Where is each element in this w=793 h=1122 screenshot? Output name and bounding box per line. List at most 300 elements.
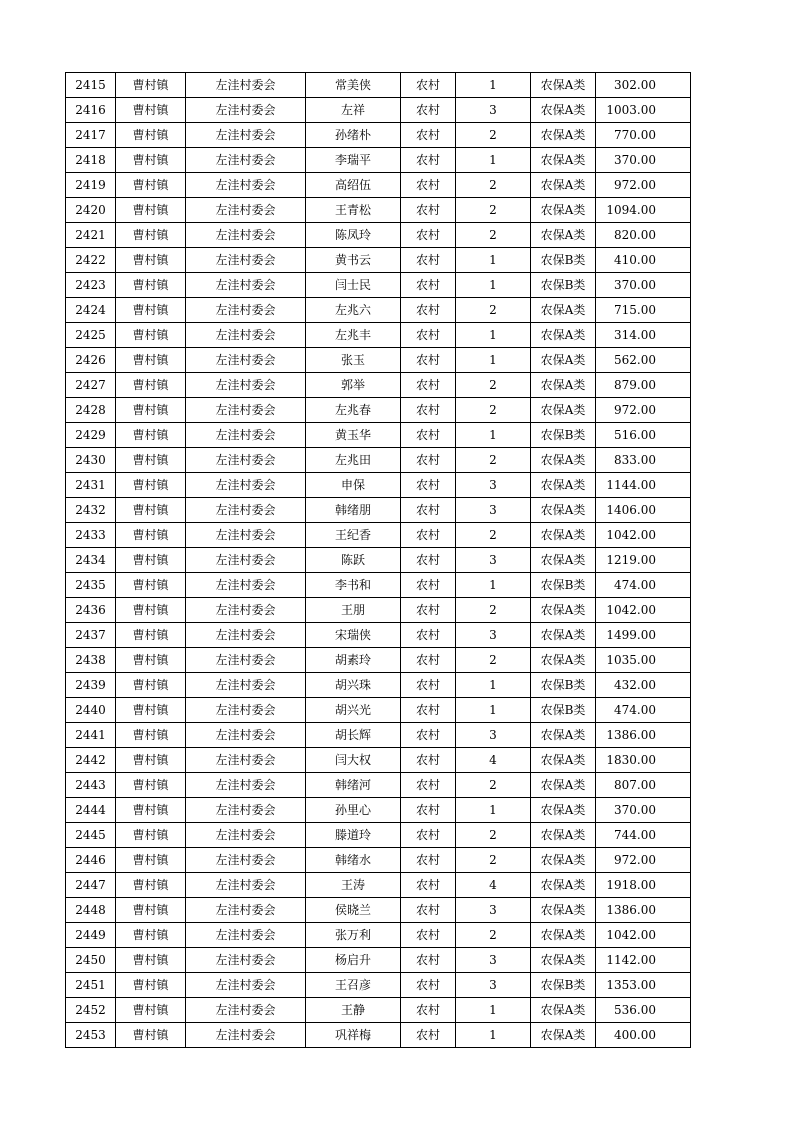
table-row xyxy=(66,698,691,723)
cell-person-count: 1 xyxy=(456,323,531,348)
cell-amount: 410.00 xyxy=(596,248,691,273)
cell-person-count: 2 xyxy=(456,923,531,948)
table-row xyxy=(66,798,691,823)
cell-amount: 1003.00 xyxy=(596,98,691,123)
cell-town: 曹村镇 xyxy=(116,373,186,398)
cell-town: 曹村镇 xyxy=(116,848,186,873)
cell-town: 曹村镇 xyxy=(116,923,186,948)
cell-village-committee: 左洼村委会 xyxy=(186,373,306,398)
cell-person-count: 2 xyxy=(456,648,531,673)
cell-village-committee: 左洼村委会 xyxy=(186,548,306,573)
cell-town: 曹村镇 xyxy=(116,598,186,623)
cell-household-type: 农村 xyxy=(401,448,456,473)
cell-row-id: 2439 xyxy=(66,673,116,698)
table-row xyxy=(66,223,691,248)
cell-person-name: 王涛 xyxy=(306,873,401,898)
table-row xyxy=(66,573,691,598)
cell-person-name: 陈跃 xyxy=(306,548,401,573)
cell-town: 曹村镇 xyxy=(116,898,186,923)
cell-row-id: 2438 xyxy=(66,648,116,673)
cell-row-id: 2427 xyxy=(66,373,116,398)
cell-row-id: 2448 xyxy=(66,898,116,923)
cell-amount: 1406.00 xyxy=(596,498,691,523)
cell-town: 曹村镇 xyxy=(116,1023,186,1048)
cell-household-type: 农村 xyxy=(401,523,456,548)
cell-row-id: 2440 xyxy=(66,698,116,723)
table-row xyxy=(66,723,691,748)
cell-row-id: 2452 xyxy=(66,998,116,1023)
cell-row-id: 2444 xyxy=(66,798,116,823)
cell-amount: 516.00 xyxy=(596,423,691,448)
cell-household-type: 农村 xyxy=(401,148,456,173)
table-row xyxy=(66,73,691,98)
cell-town: 曹村镇 xyxy=(116,298,186,323)
cell-village-committee: 左洼村委会 xyxy=(186,73,306,98)
cell-village-committee: 左洼村委会 xyxy=(186,798,306,823)
cell-row-id: 2432 xyxy=(66,498,116,523)
cell-person-count: 3 xyxy=(456,498,531,523)
cell-amount: 1094.00 xyxy=(596,198,691,223)
cell-town: 曹村镇 xyxy=(116,823,186,848)
cell-insurance-type: 农保A类 xyxy=(531,498,596,523)
cell-person-count: 2 xyxy=(456,173,531,198)
cell-insurance-type: 农保A类 xyxy=(531,323,596,348)
cell-household-type: 农村 xyxy=(401,948,456,973)
cell-insurance-type: 农保A类 xyxy=(531,373,596,398)
table-row xyxy=(66,298,691,323)
cell-amount: 562.00 xyxy=(596,348,691,373)
cell-person-name: 杨启升 xyxy=(306,948,401,973)
cell-household-type: 农村 xyxy=(401,348,456,373)
cell-person-count: 1 xyxy=(456,1023,531,1048)
cell-person-name: 左兆春 xyxy=(306,398,401,423)
table-row xyxy=(66,923,691,948)
cell-amount: 1042.00 xyxy=(596,923,691,948)
cell-village-committee: 左洼村委会 xyxy=(186,573,306,598)
cell-town: 曹村镇 xyxy=(116,473,186,498)
cell-person-count: 2 xyxy=(456,823,531,848)
cell-insurance-type: 农保A类 xyxy=(531,73,596,98)
cell-amount: 474.00 xyxy=(596,573,691,598)
cell-village-committee: 左洼村委会 xyxy=(186,173,306,198)
cell-person-count: 3 xyxy=(456,973,531,998)
cell-household-type: 农村 xyxy=(401,73,456,98)
cell-amount: 370.00 xyxy=(596,148,691,173)
cell-row-id: 2421 xyxy=(66,223,116,248)
cell-insurance-type: 农保A类 xyxy=(531,398,596,423)
cell-person-count: 4 xyxy=(456,748,531,773)
table-row xyxy=(66,198,691,223)
cell-insurance-type: 农保B类 xyxy=(531,573,596,598)
cell-insurance-type: 农保A类 xyxy=(531,98,596,123)
cell-village-committee: 左洼村委会 xyxy=(186,423,306,448)
cell-row-id: 2431 xyxy=(66,473,116,498)
cell-household-type: 农村 xyxy=(401,848,456,873)
cell-household-type: 农村 xyxy=(401,323,456,348)
table-row xyxy=(66,248,691,273)
cell-insurance-type: 农保A类 xyxy=(531,823,596,848)
cell-insurance-type: 农保A类 xyxy=(531,598,596,623)
cell-village-committee: 左洼村委会 xyxy=(186,448,306,473)
cell-person-name: 左兆田 xyxy=(306,448,401,473)
cell-town: 曹村镇 xyxy=(116,773,186,798)
table-row xyxy=(66,673,691,698)
cell-insurance-type: 农保B类 xyxy=(531,673,596,698)
cell-town: 曹村镇 xyxy=(116,273,186,298)
cell-amount: 879.00 xyxy=(596,373,691,398)
cell-person-count: 1 xyxy=(456,698,531,723)
table-body xyxy=(66,73,691,1048)
cell-household-type: 农村 xyxy=(401,1023,456,1048)
table-row xyxy=(66,398,691,423)
cell-town: 曹村镇 xyxy=(116,398,186,423)
cell-household-type: 农村 xyxy=(401,473,456,498)
cell-person-name: 宋瑞侠 xyxy=(306,623,401,648)
cell-person-count: 2 xyxy=(456,448,531,473)
cell-person-name: 滕道玲 xyxy=(306,823,401,848)
cell-amount: 807.00 xyxy=(596,773,691,798)
cell-village-committee: 左洼村委会 xyxy=(186,623,306,648)
cell-row-id: 2420 xyxy=(66,198,116,223)
cell-person-count: 3 xyxy=(456,948,531,973)
cell-person-name: 黄玉华 xyxy=(306,423,401,448)
cell-person-count: 1 xyxy=(456,248,531,273)
cell-insurance-type: 农保A类 xyxy=(531,998,596,1023)
cell-village-committee: 左洼村委会 xyxy=(186,123,306,148)
cell-household-type: 农村 xyxy=(401,998,456,1023)
cell-person-name: 王召彦 xyxy=(306,973,401,998)
cell-person-count: 3 xyxy=(456,473,531,498)
cell-household-type: 农村 xyxy=(401,248,456,273)
cell-village-committee: 左洼村委会 xyxy=(186,598,306,623)
cell-household-type: 农村 xyxy=(401,873,456,898)
cell-amount: 1219.00 xyxy=(596,548,691,573)
cell-town: 曹村镇 xyxy=(116,798,186,823)
cell-amount: 1386.00 xyxy=(596,723,691,748)
cell-amount: 1353.00 xyxy=(596,973,691,998)
table-row xyxy=(66,898,691,923)
cell-person-count: 2 xyxy=(456,398,531,423)
cell-amount: 1142.00 xyxy=(596,948,691,973)
cell-person-count: 3 xyxy=(456,723,531,748)
cell-insurance-type: 农保A类 xyxy=(531,448,596,473)
cell-insurance-type: 农保B类 xyxy=(531,423,596,448)
cell-amount: 1499.00 xyxy=(596,623,691,648)
cell-person-count: 2 xyxy=(456,373,531,398)
cell-person-name: 韩绪朋 xyxy=(306,498,401,523)
cell-amount: 972.00 xyxy=(596,398,691,423)
cell-household-type: 农村 xyxy=(401,648,456,673)
cell-person-count: 1 xyxy=(456,573,531,598)
cell-person-name: 王朋 xyxy=(306,598,401,623)
cell-town: 曹村镇 xyxy=(116,248,186,273)
cell-person-name: 韩绪河 xyxy=(306,773,401,798)
cell-person-name: 韩绪水 xyxy=(306,848,401,873)
cell-person-name: 闫士民 xyxy=(306,273,401,298)
document-page xyxy=(65,72,691,1048)
cell-town: 曹村镇 xyxy=(116,973,186,998)
cell-household-type: 农村 xyxy=(401,98,456,123)
table-row xyxy=(66,373,691,398)
table-row xyxy=(66,598,691,623)
cell-town: 曹村镇 xyxy=(116,223,186,248)
cell-row-id: 2416 xyxy=(66,98,116,123)
cell-row-id: 2433 xyxy=(66,523,116,548)
cell-person-count: 3 xyxy=(456,898,531,923)
cell-village-committee: 左洼村委会 xyxy=(186,698,306,723)
cell-row-id: 2453 xyxy=(66,1023,116,1048)
cell-person-name: 左兆丰 xyxy=(306,323,401,348)
table-row xyxy=(66,273,691,298)
table-row xyxy=(66,498,691,523)
cell-row-id: 2426 xyxy=(66,348,116,373)
table-row xyxy=(66,998,691,1023)
cell-person-name: 常美侠 xyxy=(306,73,401,98)
cell-household-type: 农村 xyxy=(401,598,456,623)
table-row xyxy=(66,423,691,448)
table-row xyxy=(66,823,691,848)
cell-insurance-type: 农保A类 xyxy=(531,198,596,223)
cell-row-id: 2445 xyxy=(66,823,116,848)
cell-row-id: 2442 xyxy=(66,748,116,773)
cell-person-count: 1 xyxy=(456,423,531,448)
cell-person-name: 高绍伍 xyxy=(306,173,401,198)
cell-row-id: 2419 xyxy=(66,173,116,198)
cell-household-type: 农村 xyxy=(401,748,456,773)
cell-person-count: 2 xyxy=(456,598,531,623)
cell-household-type: 农村 xyxy=(401,623,456,648)
cell-village-committee: 左洼村委会 xyxy=(186,873,306,898)
cell-household-type: 农村 xyxy=(401,773,456,798)
cell-person-name: 李瑞平 xyxy=(306,148,401,173)
cell-person-count: 1 xyxy=(456,998,531,1023)
cell-household-type: 农村 xyxy=(401,223,456,248)
cell-row-id: 2449 xyxy=(66,923,116,948)
cell-person-count: 1 xyxy=(456,348,531,373)
cell-village-committee: 左洼村委会 xyxy=(186,898,306,923)
cell-town: 曹村镇 xyxy=(116,648,186,673)
cell-town: 曹村镇 xyxy=(116,748,186,773)
cell-insurance-type: 农保A类 xyxy=(531,223,596,248)
cell-village-committee: 左洼村委会 xyxy=(186,323,306,348)
cell-person-name: 王纪香 xyxy=(306,523,401,548)
cell-amount: 1042.00 xyxy=(596,598,691,623)
cell-town: 曹村镇 xyxy=(116,723,186,748)
cell-village-committee: 左洼村委会 xyxy=(186,148,306,173)
table-row xyxy=(66,548,691,573)
cell-row-id: 2429 xyxy=(66,423,116,448)
cell-insurance-type: 农保A类 xyxy=(531,548,596,573)
cell-insurance-type: 农保A类 xyxy=(531,473,596,498)
cell-insurance-type: 农保B类 xyxy=(531,973,596,998)
cell-row-id: 2450 xyxy=(66,948,116,973)
cell-village-committee: 左洼村委会 xyxy=(186,223,306,248)
cell-household-type: 农村 xyxy=(401,548,456,573)
table-row xyxy=(66,348,691,373)
cell-person-name: 黄书云 xyxy=(306,248,401,273)
cell-person-count: 2 xyxy=(456,773,531,798)
cell-insurance-type: 农保A类 xyxy=(531,123,596,148)
cell-insurance-type: 农保A类 xyxy=(531,923,596,948)
cell-town: 曹村镇 xyxy=(116,673,186,698)
cell-person-name: 胡长辉 xyxy=(306,723,401,748)
cell-row-id: 2417 xyxy=(66,123,116,148)
cell-town: 曹村镇 xyxy=(116,998,186,1023)
cell-person-name: 左祥 xyxy=(306,98,401,123)
cell-insurance-type: 农保A类 xyxy=(531,798,596,823)
table-row xyxy=(66,148,691,173)
cell-row-id: 2437 xyxy=(66,623,116,648)
cell-town: 曹村镇 xyxy=(116,873,186,898)
cell-amount: 770.00 xyxy=(596,123,691,148)
cell-village-committee: 左洼村委会 xyxy=(186,298,306,323)
cell-person-count: 2 xyxy=(456,223,531,248)
table-row xyxy=(66,873,691,898)
cell-insurance-type: 农保A类 xyxy=(531,948,596,973)
cell-person-name: 申保 xyxy=(306,473,401,498)
cell-person-name: 郭举 xyxy=(306,373,401,398)
cell-person-count: 1 xyxy=(456,798,531,823)
cell-row-id: 2446 xyxy=(66,848,116,873)
cell-person-name: 王青松 xyxy=(306,198,401,223)
cell-amount: 1918.00 xyxy=(596,873,691,898)
cell-village-committee: 左洼村委会 xyxy=(186,398,306,423)
cell-person-count: 2 xyxy=(456,198,531,223)
cell-person-count: 1 xyxy=(456,273,531,298)
table-row xyxy=(66,448,691,473)
cell-village-committee: 左洼村委会 xyxy=(186,823,306,848)
cell-row-id: 2423 xyxy=(66,273,116,298)
table-row xyxy=(66,1023,691,1048)
cell-insurance-type: 农保B类 xyxy=(531,698,596,723)
cell-village-committee: 左洼村委会 xyxy=(186,348,306,373)
cell-town: 曹村镇 xyxy=(116,548,186,573)
cell-insurance-type: 农保A类 xyxy=(531,873,596,898)
cell-insurance-type: 农保A类 xyxy=(531,298,596,323)
cell-town: 曹村镇 xyxy=(116,198,186,223)
cell-person-count: 3 xyxy=(456,548,531,573)
cell-village-committee: 左洼村委会 xyxy=(186,948,306,973)
cell-village-committee: 左洼村委会 xyxy=(186,498,306,523)
cell-person-name: 张玉 xyxy=(306,348,401,373)
cell-amount: 744.00 xyxy=(596,823,691,848)
cell-town: 曹村镇 xyxy=(116,123,186,148)
cell-row-id: 2436 xyxy=(66,598,116,623)
benefits-table xyxy=(65,72,691,1048)
cell-row-id: 2443 xyxy=(66,773,116,798)
table-row xyxy=(66,973,691,998)
cell-amount: 715.00 xyxy=(596,298,691,323)
cell-town: 曹村镇 xyxy=(116,148,186,173)
cell-person-name: 李书和 xyxy=(306,573,401,598)
cell-town: 曹村镇 xyxy=(116,173,186,198)
cell-town: 曹村镇 xyxy=(116,573,186,598)
cell-person-count: 1 xyxy=(456,673,531,698)
cell-insurance-type: 农保A类 xyxy=(531,1023,596,1048)
cell-amount: 1144.00 xyxy=(596,473,691,498)
cell-person-count: 1 xyxy=(456,73,531,98)
cell-amount: 314.00 xyxy=(596,323,691,348)
cell-village-committee: 左洼村委会 xyxy=(186,273,306,298)
cell-amount: 1035.00 xyxy=(596,648,691,673)
cell-insurance-type: 农保A类 xyxy=(531,148,596,173)
cell-person-name: 闫大权 xyxy=(306,748,401,773)
table-row xyxy=(66,173,691,198)
cell-household-type: 农村 xyxy=(401,498,456,523)
cell-household-type: 农村 xyxy=(401,273,456,298)
cell-insurance-type: 农保B类 xyxy=(531,248,596,273)
cell-insurance-type: 农保A类 xyxy=(531,898,596,923)
cell-person-name: 陈凤玲 xyxy=(306,223,401,248)
table-row xyxy=(66,323,691,348)
cell-person-name: 侯晓兰 xyxy=(306,898,401,923)
cell-amount: 1830.00 xyxy=(596,748,691,773)
cell-town: 曹村镇 xyxy=(116,423,186,448)
cell-person-count: 3 xyxy=(456,98,531,123)
cell-household-type: 农村 xyxy=(401,123,456,148)
cell-row-id: 2435 xyxy=(66,573,116,598)
cell-village-committee: 左洼村委会 xyxy=(186,473,306,498)
cell-household-type: 农村 xyxy=(401,898,456,923)
cell-person-name: 左兆六 xyxy=(306,298,401,323)
cell-amount: 370.00 xyxy=(596,273,691,298)
table-row xyxy=(66,848,691,873)
cell-person-name: 孙里心 xyxy=(306,798,401,823)
table-row xyxy=(66,123,691,148)
cell-person-name: 张万利 xyxy=(306,923,401,948)
cell-household-type: 农村 xyxy=(401,198,456,223)
cell-household-type: 农村 xyxy=(401,423,456,448)
table-row xyxy=(66,523,691,548)
cell-row-id: 2441 xyxy=(66,723,116,748)
cell-town: 曹村镇 xyxy=(116,323,186,348)
cell-village-committee: 左洼村委会 xyxy=(186,198,306,223)
cell-household-type: 农村 xyxy=(401,723,456,748)
cell-insurance-type: 农保A类 xyxy=(531,173,596,198)
cell-household-type: 农村 xyxy=(401,673,456,698)
cell-town: 曹村镇 xyxy=(116,698,186,723)
cell-person-count: 2 xyxy=(456,523,531,548)
cell-person-count: 4 xyxy=(456,873,531,898)
cell-row-id: 2430 xyxy=(66,448,116,473)
cell-insurance-type: 农保A类 xyxy=(531,623,596,648)
cell-person-name: 胡兴珠 xyxy=(306,673,401,698)
cell-amount: 432.00 xyxy=(596,673,691,698)
cell-household-type: 农村 xyxy=(401,823,456,848)
cell-row-id: 2434 xyxy=(66,548,116,573)
cell-amount: 972.00 xyxy=(596,848,691,873)
cell-village-committee: 左洼村委会 xyxy=(186,923,306,948)
table-row xyxy=(66,748,691,773)
cell-insurance-type: 农保A类 xyxy=(531,723,596,748)
cell-town: 曹村镇 xyxy=(116,98,186,123)
cell-insurance-type: 农保A类 xyxy=(531,648,596,673)
table-row xyxy=(66,648,691,673)
cell-amount: 370.00 xyxy=(596,798,691,823)
cell-insurance-type: 农保A类 xyxy=(531,348,596,373)
cell-person-name: 胡兴光 xyxy=(306,698,401,723)
cell-row-id: 2425 xyxy=(66,323,116,348)
cell-insurance-type: 农保A类 xyxy=(531,848,596,873)
cell-row-id: 2428 xyxy=(66,398,116,423)
cell-household-type: 农村 xyxy=(401,173,456,198)
cell-village-committee: 左洼村委会 xyxy=(186,723,306,748)
cell-village-committee: 左洼村委会 xyxy=(186,773,306,798)
cell-household-type: 农村 xyxy=(401,398,456,423)
cell-household-type: 农村 xyxy=(401,798,456,823)
cell-village-committee: 左洼村委会 xyxy=(186,973,306,998)
cell-insurance-type: 农保A类 xyxy=(531,748,596,773)
